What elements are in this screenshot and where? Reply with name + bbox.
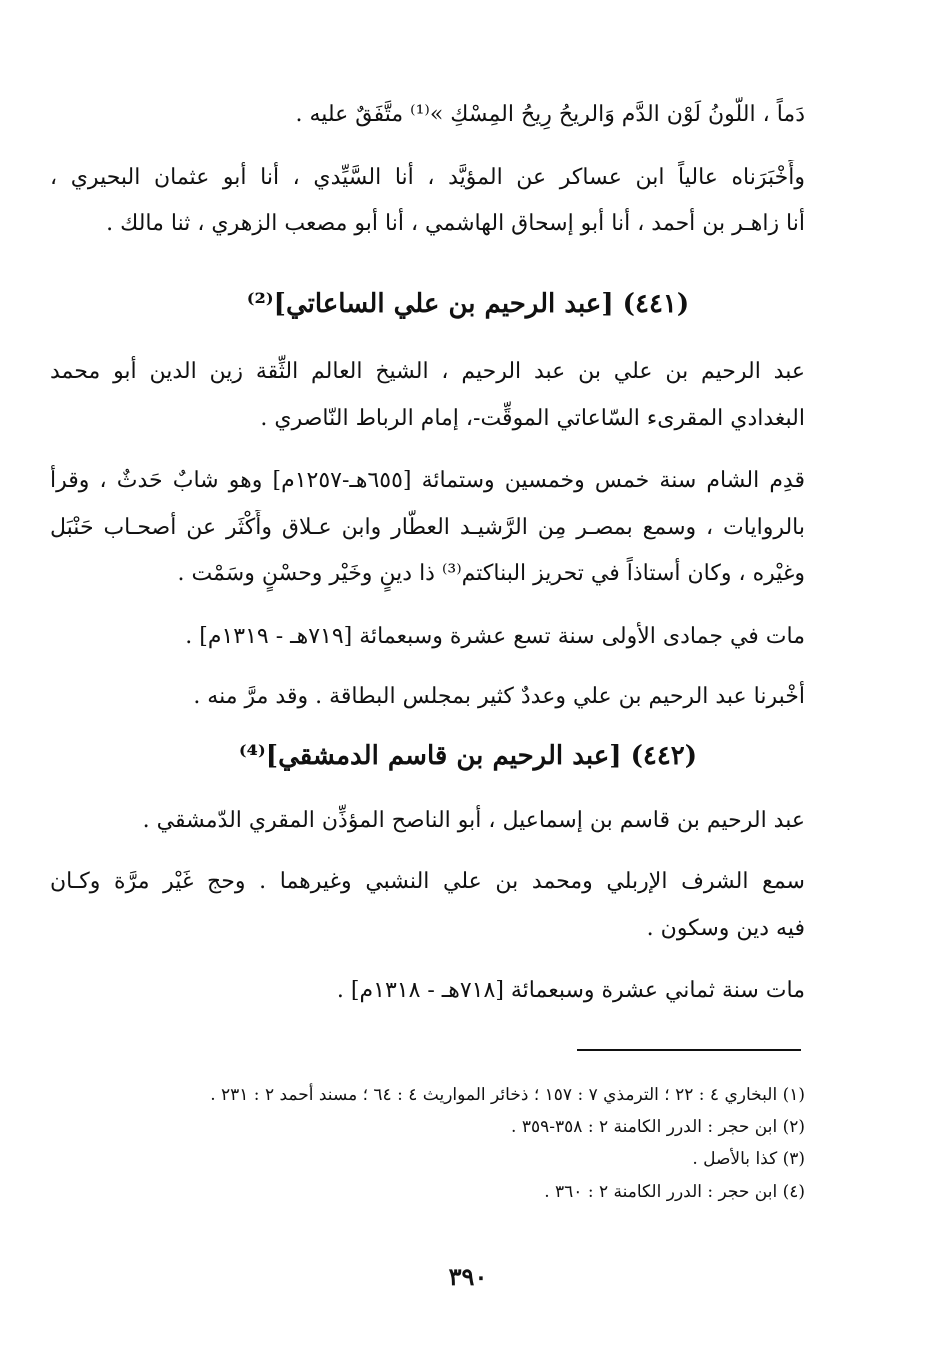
text-line: عبد الرحيم بن قاسم بن إسماعيل ، أبو الناصح المؤذِّن المقري الدّمشقي . xyxy=(142,808,805,833)
text-line: أنا زاهـر بن أحمد ، أنا أبو إسحاق الهاشمي ، أنا أبو مصعب الزهري ، ثنا مالك . xyxy=(106,211,805,236)
text-line: مات سنة ثماني عشرة وسبعمائة [٧١٨هـ - ١٣١٨م] . xyxy=(336,978,805,1003)
footnote-divider xyxy=(577,1049,801,1051)
footnote: (٤) ابن حجر : الدرر الكامنة ٢ : ٣٦٠ . xyxy=(544,1182,805,1202)
footnote: (٢) ابن حجر : الدرر الكامنة ٢ : ٣٥٨-٣٥٩ . xyxy=(511,1117,805,1137)
text-line: وأَخْبَرَناه عالياً ابن عساكر عن المؤيَّد ، أنا السَّيِّدي ، أنا أبو عثمان البحيري ، xyxy=(50,165,805,190)
text-line: دَماً ، اللَّونُ لَوْن الدَّم وَالريحُ رِيحُ المِسْكِ »⁽¹⁾ متَّفَقٌ عليه . xyxy=(295,102,805,127)
text-line: وغيْره ، وكان أستاذاً في تحريز البناكتم⁽³⁾ ذا دينٍ وخَيْر وحسْنٍ وسَمْت . xyxy=(177,561,805,586)
text-line: سمع الشرف الإربلي ومحمد بن علي النشبي وغيرهما . وحج غَيْر مرَّة وكـان xyxy=(50,869,805,894)
footnote: (٣) كذا بالأصل . xyxy=(692,1149,805,1169)
text-line: قدِم الشام سنة خمس وخمسين وستمائة [٦٥٥هـ-١٢٥٧م] وهو شابٌ حَدثٌ ، وقرأ xyxy=(50,468,805,493)
text-line: البغدادي المقرىء السّاعاتي الموقِّت-، إمام الرباط النّاصري . xyxy=(260,406,805,431)
text-line: مات في جمادى الأولى سنة تسع عشرة وسبعمائة [٧١٩هـ - ١٣١٩م] . xyxy=(185,624,805,649)
entry-heading-441: (٤٤١) [عبد الرحيم بن علي الساعاتي]⁽²⁾ xyxy=(246,289,690,319)
entry-heading-442: (٤٤٢) [عبد الرحيم بن قاسم الدمشقي]⁽⁴⁾ xyxy=(238,741,698,771)
footnote: (١) البخاري ٤ : ٢٢ ؛ الترمذي ٧ : ١٥٧ ؛ ذخائر المواريث ٤ : ٦٤ ؛ مسند أحمد ٢ : ٢٣١ . xyxy=(210,1085,805,1105)
text-line: فيه دين وسكون . xyxy=(646,916,805,941)
text-line: عبد الرحيم بن علي بن عبد الرحيم ، الشيخ العالم الثِّقة زين الدين أبو محمد xyxy=(50,359,805,384)
text-line: بالروايات ، وسمع بمصـر مِن الرَّشيـد العطَّار وابن عـلاق وأَكْثَر عن أصحـاب حَنْبَل xyxy=(50,515,805,540)
text-line: أخْبرنا عبد الرحيم بن علي وعددٌ كثير بمجلس البطاقة . وقد مرَّ منه . xyxy=(193,684,805,709)
page-number: ٣٩٠ xyxy=(448,1262,488,1291)
